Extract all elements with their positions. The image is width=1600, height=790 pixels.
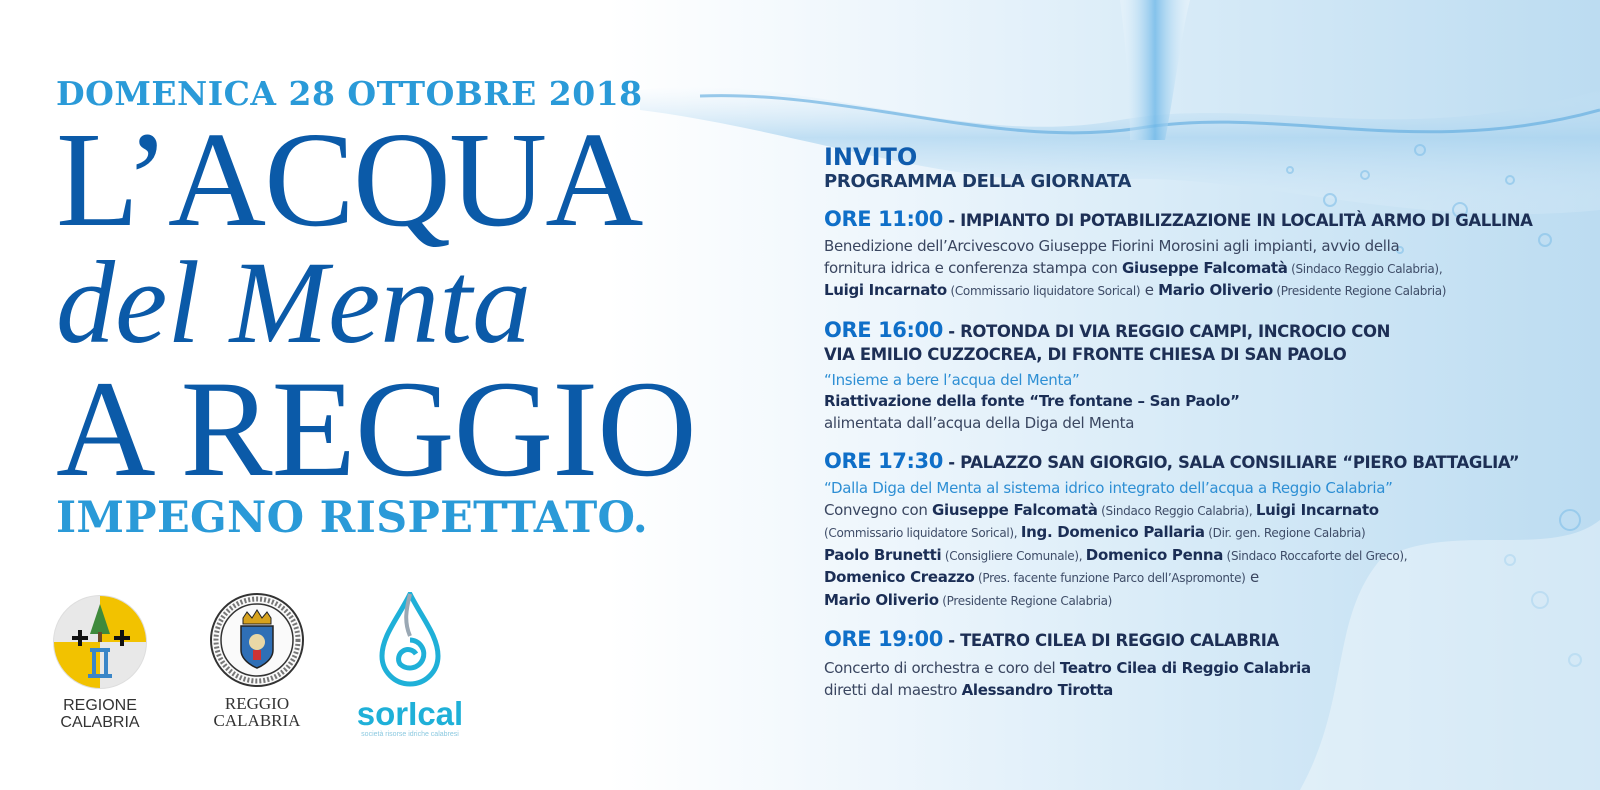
role: (Consigliere Comunale), [941, 548, 1086, 563]
sorical-tagline: società risorse idriche calabresi [361, 731, 459, 738]
body-line [824, 545, 1564, 568]
role: (Commissario liquidatore Sorical) [946, 284, 1141, 298]
body-line [824, 590, 1564, 613]
name-tirotta: Alessandro Tirotta [961, 680, 1114, 699]
role: (Presidente Regione Calabria) [1272, 284, 1447, 298]
role: (Dir. gen. Regione Calabria) [1204, 526, 1366, 540]
programme [824, 144, 1564, 701]
section-1900 [824, 628, 1564, 701]
role: (Sindaco Reggio Calabria), [1287, 261, 1443, 276]
name-incarnato: Luigi Incarnato [1255, 500, 1379, 519]
section-heading [824, 628, 1564, 652]
section-place: - PALAZZO SAN GIORGIO, SALA CONSILIARE “PIERO BATTAGLIA” [942, 453, 1520, 472]
name-oliverio: Mario Oliverio [1158, 281, 1273, 299]
section-1100 [824, 208, 1564, 303]
name-falcomata: Giuseppe Falcomatà [932, 500, 1098, 519]
invito-heading: INVITO [824, 143, 918, 171]
section-place: - ROTONDA DI VIA REGGIO CAMPI, INCROCIO CON [942, 321, 1390, 341]
regione-caption-text: REGIONE CALABRIA [60, 697, 140, 731]
name-falcomata: Giuseppe Falcomatà [1122, 258, 1288, 277]
name-oliverio: Mario Oliverio [824, 590, 939, 609]
body-line [824, 280, 1564, 303]
body-line [824, 522, 1564, 545]
name-penna: Domenico Penna [1085, 545, 1224, 564]
role: (Sindaco Reggio Calabria), [1097, 503, 1256, 518]
title-line-1: L’ACQUA [56, 105, 642, 255]
reggio-calabria-caption [207, 695, 307, 729]
text: Concerto di orchestra e coro del [824, 659, 1060, 677]
role: (Presidente Regione Calabria) [938, 593, 1113, 608]
bold-text: Teatro Cilea di Reggio Calabria [1059, 659, 1311, 677]
sorical-logo [350, 592, 470, 739]
body-line [824, 658, 1564, 680]
section-time: ORE 17:30 [824, 449, 943, 473]
quote-line: “Insieme a bere l’acqua del Menta” [824, 370, 1080, 389]
text: fornitura idrica e conferenza stampa con [824, 258, 1123, 277]
section-place: - IMPIANTO DI POTABILIZZAZIONE IN LOCALITÀ ARMO DI GALLINA [942, 211, 1533, 230]
title-line-3: A REGGIO [56, 352, 696, 505]
title-block [56, 74, 816, 544]
title-line-2: del Menta [56, 237, 532, 368]
name-pallaria: Ing. Domenico Pallaria [1020, 523, 1205, 541]
role: (Pres. facente funzione Parco dell’Aspromonte) [974, 571, 1246, 585]
logos-row [52, 592, 492, 742]
regione-calabria-caption [52, 697, 148, 731]
section-1600 [824, 319, 1564, 435]
sorical-drop-icon [370, 592, 450, 692]
body-line [824, 258, 1564, 281]
text: diretti dal maestro [824, 680, 962, 699]
section-1730 [824, 450, 1564, 612]
role: (Sindaco Roccaforte del Greco), [1223, 548, 1408, 563]
event-date: DOMENICA 28 OTTOBRE 2018 [56, 74, 643, 113]
body-line [824, 500, 1564, 523]
quote-line: “Dalla Diga del Menta al sistema idrico integrato dell’acqua a Reggio Calabria” [824, 479, 1393, 497]
section-time: ORE 11:00 [824, 207, 943, 231]
role: (Commissario liquidatore Sorical), [824, 526, 1021, 540]
section-heading [824, 208, 1564, 232]
section-body [824, 658, 1564, 701]
reggio-calabria-seal-icon [207, 590, 307, 690]
text: e [1140, 281, 1159, 299]
section-place: - TEATRO CILEA DI REGGIO CALABRIA [942, 631, 1279, 650]
section-body [824, 370, 1564, 435]
section-time: ORE 19:00 [824, 627, 943, 651]
text: Convegno con [824, 500, 933, 519]
body-line: alimentata dall’acqua della Diga del Menta [824, 413, 1135, 432]
regione-calabria-emblem-icon [52, 592, 148, 692]
name-incarnato: Luigi Incarnato [824, 281, 947, 299]
section-heading [824, 450, 1564, 474]
body-line: Benedizione dell’Arcivescovo Giuseppe Fiorini Morosini agli impianti, avvio della [824, 237, 1400, 255]
body-line [824, 567, 1564, 590]
title-line-4: IMPEGNO RISPETTATO. [56, 493, 649, 543]
section-body [824, 236, 1564, 303]
section-heading-2: VIA EMILIO CUZZOCREA, DI FRONTE CHIESA DI SAN PAOLO [824, 344, 1347, 364]
regione-calabria-logo [52, 592, 148, 731]
bold-text: Riattivazione della fonte “Tre fontane – San Paolo” [824, 392, 1240, 410]
body-line [824, 680, 1564, 702]
section-heading [824, 319, 1564, 343]
programma-heading: PROGRAMMA DELLA GIORNATA [824, 171, 1132, 192]
reggio-calabria-logo [207, 590, 307, 729]
section-body [824, 478, 1564, 612]
name-creazzo: Domenico Creazzo [824, 568, 975, 586]
reggio-caption-text: REGGIO CALABRIA [213, 694, 301, 730]
text: e [1245, 568, 1259, 586]
name-brunetti: Paolo Brunetti [824, 545, 942, 564]
body-line [824, 391, 1564, 413]
section-time: ORE 16:00 [824, 317, 943, 342]
sorical-wordmark: sorIcal [356, 695, 464, 732]
